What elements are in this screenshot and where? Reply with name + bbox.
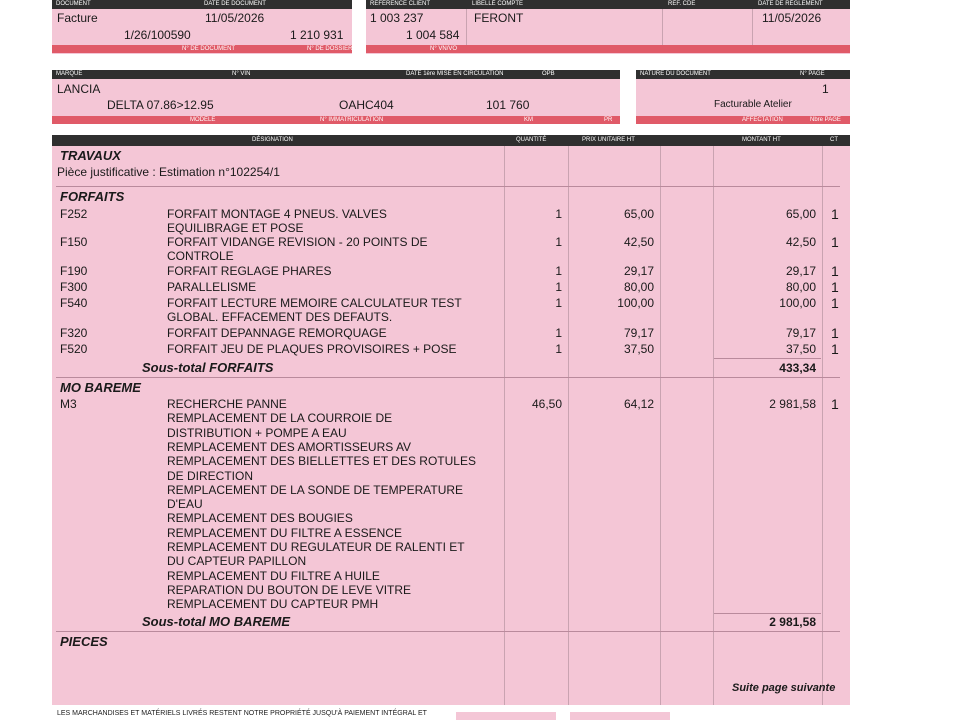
forfait-designation: PARALLELISME <box>167 280 257 294</box>
forfait-ct: 1 <box>831 234 839 250</box>
client-header-bar: RÉFÉRENCE CLIENT LIBELLÉ COMPTE RÉF. CDE DATE DE RÈGLEMENT <box>366 0 850 9</box>
col-divider <box>822 146 823 705</box>
forfait-prix: 80,00 <box>623 280 654 294</box>
forfait-montant: 80,00 <box>785 280 816 294</box>
marque: LANCIA <box>57 82 101 96</box>
section-travaux: TRAVAUX <box>60 148 121 163</box>
forfait-code: F190 <box>60 264 88 278</box>
mo-designation: REMPLACEMENT DU FILTRE A ESSENCE <box>167 525 402 540</box>
numero-document: 1/26/100590 <box>124 28 191 42</box>
forfait-qty: 1 <box>555 264 562 278</box>
forfait-prix: 65,00 <box>623 207 654 221</box>
divider <box>662 9 663 45</box>
forfait-designation: FORFAIT JEU DE PLAQUES PROVISOIRES + POSE <box>167 342 457 356</box>
forfait-qty: 1 <box>555 207 562 221</box>
forfait-ct: 1 <box>831 295 839 311</box>
mo-designation: REMPLACEMENT DU REGULATEUR DE RALENTI ET <box>167 540 465 554</box>
mo-designation: REMPLACEMENT DES BIELLETTES ET DES ROTULES <box>167 454 476 469</box>
forfait-prix: 37,50 <box>623 342 654 356</box>
forfait-ct: 1 <box>831 325 839 341</box>
vehicle-footer-bar: MODÈLE N° IMMATRICULATION KM PR <box>52 116 620 124</box>
kilometrage: 101 760 <box>486 98 530 112</box>
forfait-code: F520 <box>60 342 88 356</box>
divider <box>752 9 753 45</box>
mo-designation: RECHERCHE PANNE <box>167 397 287 411</box>
subtotal-mo-label: Sous-total MO BAREME <box>142 614 291 629</box>
forfait-designation: CONTROLE <box>167 249 234 263</box>
mo-designation: D'EAU <box>167 497 203 512</box>
col-divider <box>713 146 714 705</box>
forfait-code: F300 <box>60 280 88 294</box>
forfait-prix: 29,17 <box>623 264 654 278</box>
separator <box>56 377 840 378</box>
forfait-code: F150 <box>60 235 88 249</box>
nature-header-bar: NATURE DU DOCUMENT N° PAGE <box>636 70 850 79</box>
forfait-designation: FORFAIT MONTAGE 4 PNEUS. VALVES <box>167 207 387 221</box>
forfait-prix: 79,17 <box>623 326 654 340</box>
forfait-prix: 42,50 <box>623 235 654 249</box>
col-divider <box>660 146 661 705</box>
subtotal-forfaits-value: 433,34 <box>779 361 816 375</box>
forfait-ct: 1 <box>831 206 839 222</box>
forfait-qty: 1 <box>555 326 562 340</box>
forfait-ct: 1 <box>831 341 839 357</box>
modele: DELTA 07.86>12.95 <box>107 98 214 112</box>
section-pieces: PIECES <box>60 634 108 649</box>
forfait-montant: 79,17 <box>785 326 816 340</box>
mo-designation: DE DIRECTION <box>167 468 254 483</box>
mo-prix: 64,12 <box>623 397 654 411</box>
date-reglement: 11/05/2026 <box>762 11 822 25</box>
subtotal-mo-value: 2 981,58 <box>769 615 816 629</box>
mo-designation: REMPLACEMENT DES BOUGIES <box>167 511 353 526</box>
footer-pink-box <box>456 712 556 720</box>
subtotal-forfaits-label: Sous-total FORFAITS <box>142 360 274 375</box>
mo-designation: REMPLACEMENT DE LA SONDE DE TEMPERATURE <box>167 482 464 497</box>
mo-designation: REPARATION DU BOUTON DE LEVE VITRE <box>167 582 412 597</box>
forfait-designation: FORFAIT VIDANGE REVISION - 20 POINTS DE <box>167 235 428 249</box>
subtotal-rule <box>714 358 821 359</box>
forfait-montant: 65,00 <box>785 207 816 221</box>
libelle-compte: FERONT <box>474 11 524 25</box>
mo-code: M3 <box>60 397 77 411</box>
forfait-code: F252 <box>60 207 88 221</box>
mo-designation: DU CAPTEUR PAPILLON <box>167 554 307 569</box>
divider <box>466 9 467 45</box>
table-header: DÉSIGNATION QUANTITÉ PRIX UNITAIRE HT MONTANT HT CT <box>52 135 850 146</box>
vn-vo: 1 004 584 <box>406 28 460 42</box>
piece-justificative: Pièce justificative : Estimation n°102254/1 <box>57 165 280 179</box>
immatriculation: OAHC404 <box>339 98 394 112</box>
mo-qty: 46,50 <box>531 397 562 411</box>
vehicle-header-bar: MARQUE N° VIN DATE 1ère MISE EN CIRCULATION OPB <box>52 70 620 79</box>
forfait-designation: GLOBAL. EFFACEMENT DES DEFAUTS. <box>167 310 393 324</box>
document-footer-bar: N° DE DOCUMENT N° DE DOSSIER <box>52 45 352 53</box>
document-type: Facture <box>57 11 98 25</box>
forfait-qty: 1 <box>555 235 562 249</box>
forfait-ct: 1 <box>831 279 839 295</box>
forfait-qty: 1 <box>555 296 562 310</box>
section-forfaits: FORFAITS <box>60 189 125 204</box>
mo-designation: REMPLACEMENT DU FILTRE A HUILE <box>167 568 380 583</box>
page-number: 1 <box>822 82 829 96</box>
forfait-designation: FORFAIT LECTURE MEMOIRE CALCULATEUR TEST <box>167 296 462 310</box>
col-divider <box>504 146 505 705</box>
mo-designation: REMPLACEMENT DES AMORTISSEURS AV <box>167 439 412 454</box>
client-footer-bar: N° VN/VO <box>366 45 850 53</box>
mo-designation: REMPLACEMENT DE LA COURROIE DE <box>167 411 393 426</box>
forfait-qty: 1 <box>555 342 562 356</box>
forfait-code: F540 <box>60 296 88 310</box>
separator <box>56 631 840 632</box>
date-document: 11/05/2026 <box>205 11 265 25</box>
footer-text: LES MARCHANDISES ET MATÉRIELS LIVRÉS RESTENT NOTRE PROPRIÉTÉ JUSQU'À PAIEMENT INTÉGRAL ET <box>57 710 427 717</box>
separator <box>56 186 840 187</box>
forfait-montant: 42,50 <box>785 235 816 249</box>
forfait-designation: FORFAIT REGLAGE PHARES <box>167 264 332 278</box>
document-header-bar: DOCUMENT DATE DE DOCUMENT <box>52 0 352 9</box>
subtotal-rule <box>714 613 821 614</box>
nature-document: Facturable Atelier <box>714 99 792 110</box>
forfait-montant: 37,50 <box>785 342 816 356</box>
forfait-qty: 1 <box>555 280 562 294</box>
suite-page-suivante: Suite page suivante <box>732 682 836 694</box>
forfait-code: F320 <box>60 326 88 340</box>
forfait-ct: 1 <box>831 263 839 279</box>
ref-client: 1 003 237 <box>370 11 424 25</box>
forfait-montant: 100,00 <box>779 296 816 310</box>
forfait-prix: 100,00 <box>617 296 654 310</box>
section-mo-bareme: MO BAREME <box>60 380 141 395</box>
forfait-designation: FORFAIT DEPANNAGE REMORQUAGE <box>167 326 387 340</box>
mo-designation: DISTRIBUTION + POMPE A EAU <box>167 425 347 440</box>
mo-designation: REMPLACEMENT DU CAPTEUR PMH <box>167 597 379 612</box>
nature-footer-bar: AFFECTATION Nbre PAGE <box>636 116 850 124</box>
mo-ct: 1 <box>831 396 839 412</box>
footer-pink-box <box>570 712 670 720</box>
forfait-montant: 29,17 <box>785 264 816 278</box>
mo-montant: 2 981,58 <box>769 397 816 411</box>
numero-dossier: 1 210 931 <box>290 28 344 42</box>
forfait-designation: EQUILIBRAGE ET POSE <box>167 221 304 235</box>
col-divider <box>568 146 569 705</box>
